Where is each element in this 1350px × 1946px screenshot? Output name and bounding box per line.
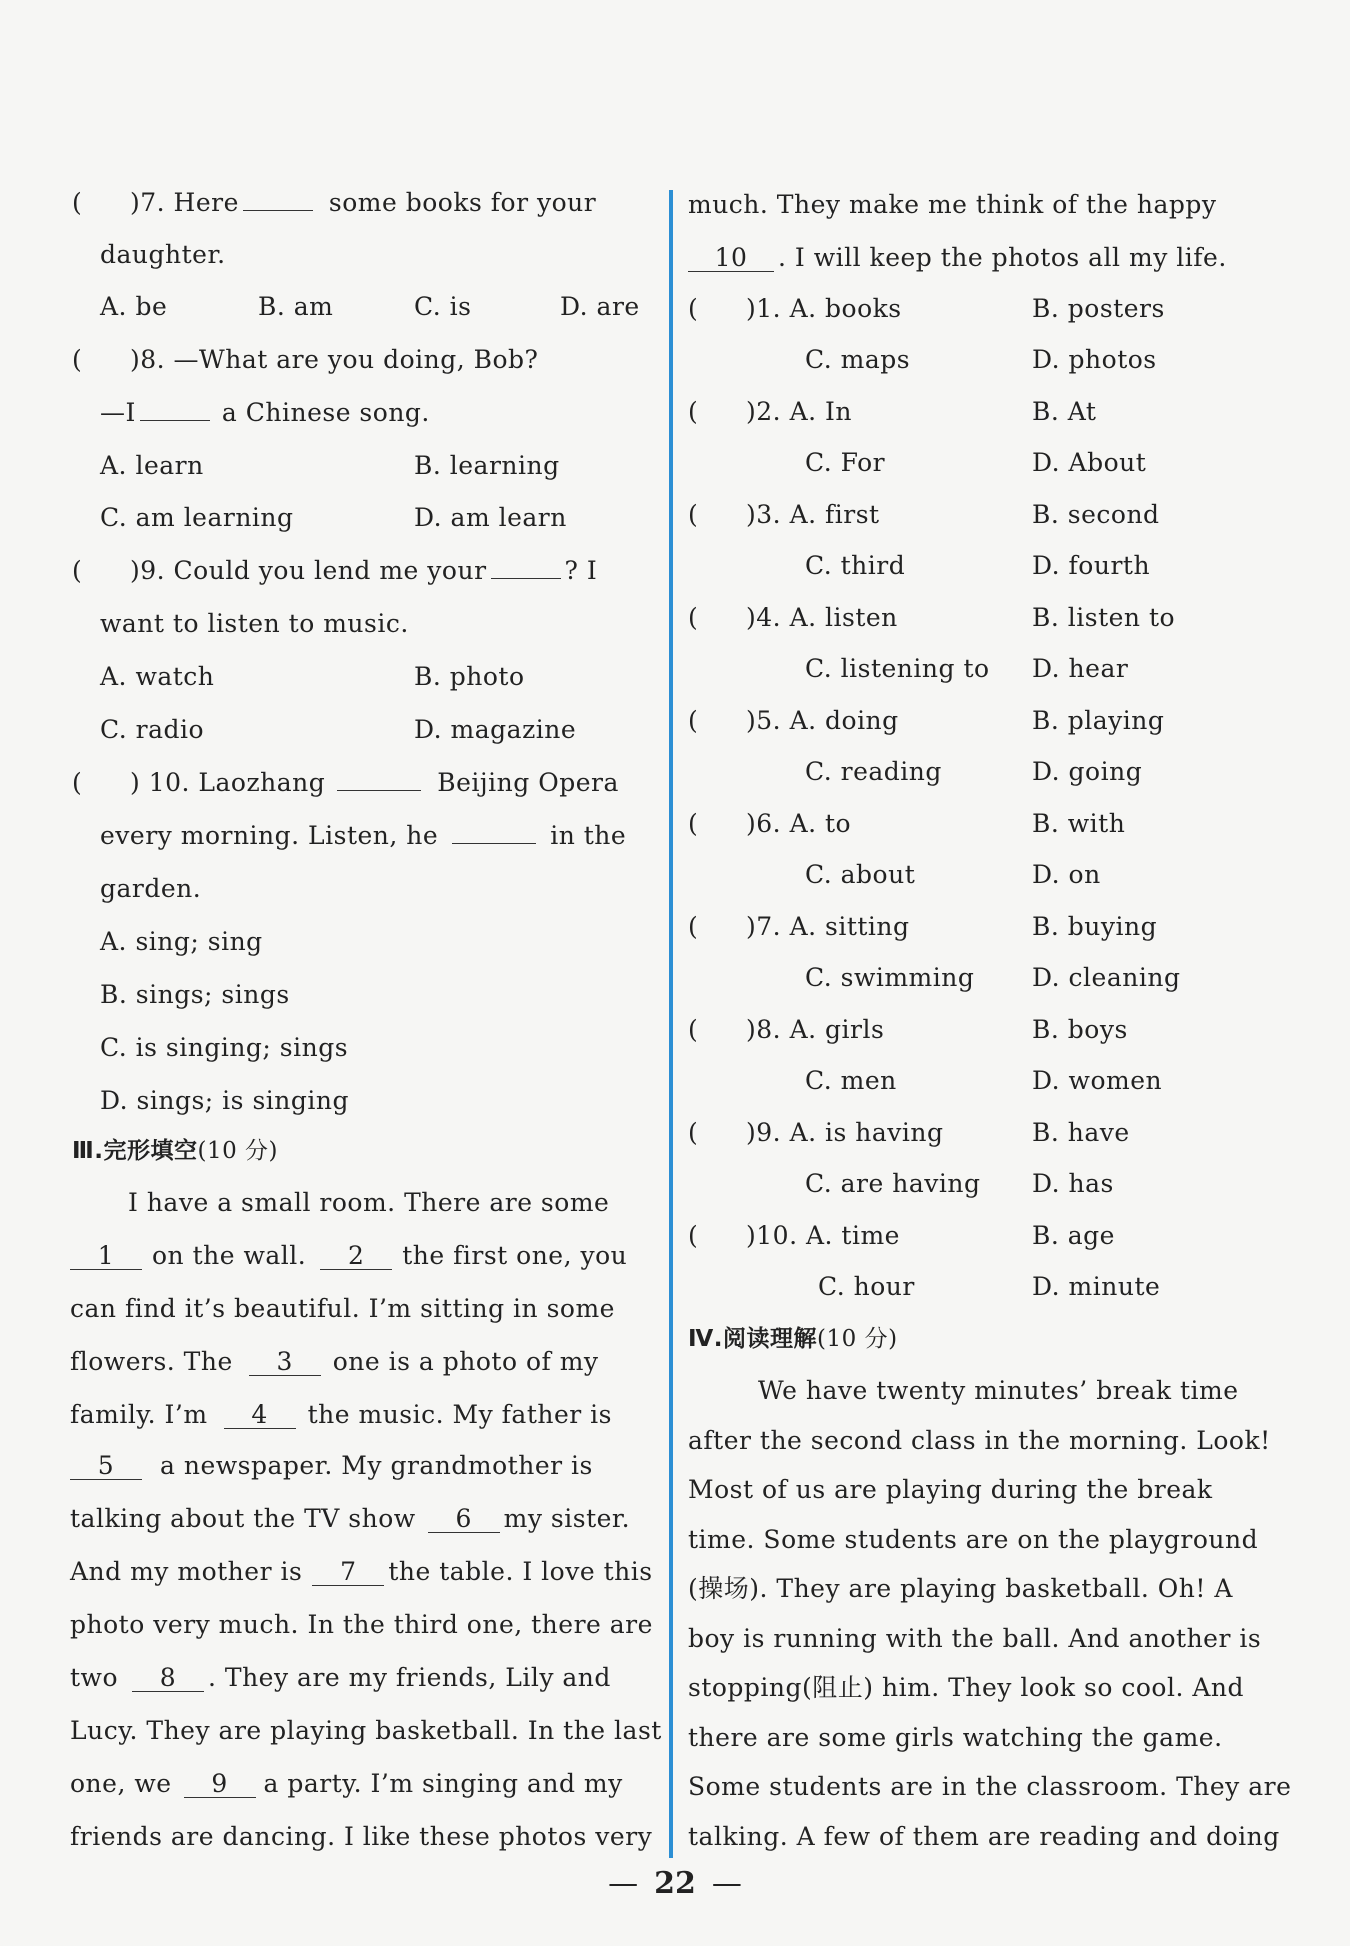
option-d: D. women [1032,1066,1163,1095]
option-d: D. sings; is singing [100,1086,349,1115]
option-row: ( )9. A. is having [688,1118,944,1147]
page-number: — 22 — [608,1866,742,1901]
option-d: D. photos [1032,345,1157,374]
option-b: B. buying [1032,912,1158,941]
cloze-line: And my mother is 7 the table. I love this [70,1557,653,1586]
answer-blank [337,790,421,791]
reading-line: (操场). They are playing basketball. Oh! A [688,1574,1233,1603]
reading-line: Most of us are playing during the break [688,1475,1213,1504]
option-c: C. hour [818,1272,915,1301]
option-b: B. listen to [1032,603,1176,632]
option-c: C. swimming [805,963,975,992]
question-10-cont: garden. [100,874,202,903]
reading-line: boy is running with the ball. And another is [688,1623,1262,1653]
option-d: D. minute [1032,1272,1161,1301]
option-d: D. am learn [414,503,567,532]
cloze-blank-9: 9 [184,1771,256,1798]
option-a: A. learn [100,451,204,480]
column-divider [669,190,673,1858]
cloze-blank-3: 3 [249,1349,321,1376]
cloze-line: 5 a newspaper. My grandmother is [70,1451,593,1481]
question-7: ( )7. Here some books for your [72,188,597,217]
cloze-line: 10 . I will keep the photos all my life. [688,243,1227,273]
question-9-cont: want to listen to music. [100,609,409,638]
question-10: ( ) 10. Laozhang Beijing Opera [72,768,619,797]
option-d: D. has [1032,1169,1114,1198]
option-a: A. sing; sing [100,927,263,956]
option-c: C. third [805,551,906,580]
option-c: C. am learning [100,503,294,532]
option-row: ( )2. A. In [688,397,852,426]
option-c: C. radio [100,715,205,744]
option-row: ( )8. A. girls [688,1015,885,1044]
answer-blank [140,420,210,421]
cloze-blank-2: 2 [320,1243,392,1270]
cloze-blank-6: 6 [428,1506,500,1533]
question-10-line2: every morning. Listen, he in the [100,821,627,850]
cloze-blank-1: 1 [70,1243,142,1270]
reading-line: We have twenty minutes’ break time [758,1376,1239,1405]
section-4-heading: Ⅳ.阅读理解(10 分) [688,1326,898,1352]
option-row: ( )4. A. listen [688,603,898,632]
cloze-blank-8: 8 [132,1665,204,1692]
cloze-line: family. I’m 4 the music. My father is [70,1400,613,1429]
option-b: B. age [1032,1221,1115,1250]
answer-blank [452,843,536,844]
option-c: C. men [805,1066,897,1095]
option-d: D. going [1032,757,1143,786]
option-row: ( )1. A. books [688,294,902,323]
cloze-line: can find it’s beautiful. I’m sitting in some [70,1294,615,1323]
option-row: ( )10. A. time [688,1221,900,1250]
reading-line: there are some girls watching the game. [688,1722,1223,1752]
question-7-cont: daughter. [100,240,226,269]
section-3-heading: Ⅲ.完形填空(10 分) [72,1138,279,1164]
option-d: D. fourth [1032,551,1151,580]
option-c: C. is singing; sings [100,1033,349,1062]
option-c: C. reading [805,757,942,786]
cloze-blank-4: 4 [224,1402,296,1429]
option-c: C. is [414,292,472,321]
cloze-blank-10: 10 [688,245,774,272]
cloze-line: I have a small room. There are some [128,1188,610,1217]
option-b: B. with [1032,809,1126,838]
option-c: C. maps [805,345,911,374]
cloze-line: friends are dancing. I like these photos very [70,1822,653,1851]
option-b: B. have [1032,1118,1130,1147]
option-d: D. are [560,292,640,321]
reading-line: time. Some students are on the playground [688,1524,1259,1554]
option-b: B. At [1032,397,1097,426]
option-a: A. watch [100,662,215,691]
option-b: B. learning [414,451,560,480]
option-row: ( )3. A. first [688,500,880,529]
option-row: ( )6. A. to [688,809,852,838]
question-9: ( )9. Could you lend me your ? I [72,556,598,585]
option-b: B. playing [1032,706,1165,735]
cloze-line: two 8 . They are my friends, Lily and [70,1663,611,1692]
cloze-line: 1 on the wall. 2 the first one, you [70,1241,627,1271]
answer-blank [491,578,561,579]
reading-line: after the second class in the morning. Look! [688,1425,1271,1455]
option-d: D. cleaning [1032,963,1181,992]
option-c: C. For [805,448,886,477]
cloze-blank-5: 5 [70,1453,142,1480]
option-a: A. be [100,292,168,321]
answer-blank [243,210,313,211]
cloze-line: talking about the TV show 6 my sister. [70,1504,631,1533]
option-d: D. magazine [414,715,577,744]
reading-line: talking. A few of them are reading and doing [688,1821,1280,1851]
option-c: C. are having [805,1169,981,1198]
option-b: B. boys [1032,1015,1128,1044]
reading-line: Some students are in the classroom. They are [688,1772,1292,1801]
option-row: ( )5. A. doing [688,706,899,735]
answer-paren: ( [72,188,83,217]
cloze-line: photo very much. In the third one, there are [70,1610,653,1639]
option-b: B. photo [414,662,525,691]
option-d: D. About [1032,448,1147,477]
option-row: ( )7. A. sitting [688,912,910,941]
option-b: B. sings; sings [100,980,290,1009]
option-b: B. am [258,292,334,321]
cloze-line: one, we 9 a party. I’m singing and my [70,1769,623,1798]
option-b: B. second [1032,500,1160,529]
option-d: D. hear [1032,654,1129,683]
cloze-blank-7: 7 [312,1559,384,1586]
reading-line: stopping(阻止) him. They look so cool. And [688,1673,1244,1702]
cloze-line: Lucy. They are playing basketball. In the last [70,1716,662,1745]
cloze-line: much. They make me think of the happy [688,190,1217,219]
option-c: C. listening to [805,654,990,683]
option-c: C. about [805,860,916,889]
question-8: ( )8. —What are you doing, Bob? [72,345,539,374]
question-8-line2: —I a Chinese song. [100,398,430,427]
cloze-line: flowers. The 3 one is a photo of my [70,1347,599,1376]
option-d: D. on [1032,860,1101,889]
option-b: B. posters [1032,294,1165,323]
